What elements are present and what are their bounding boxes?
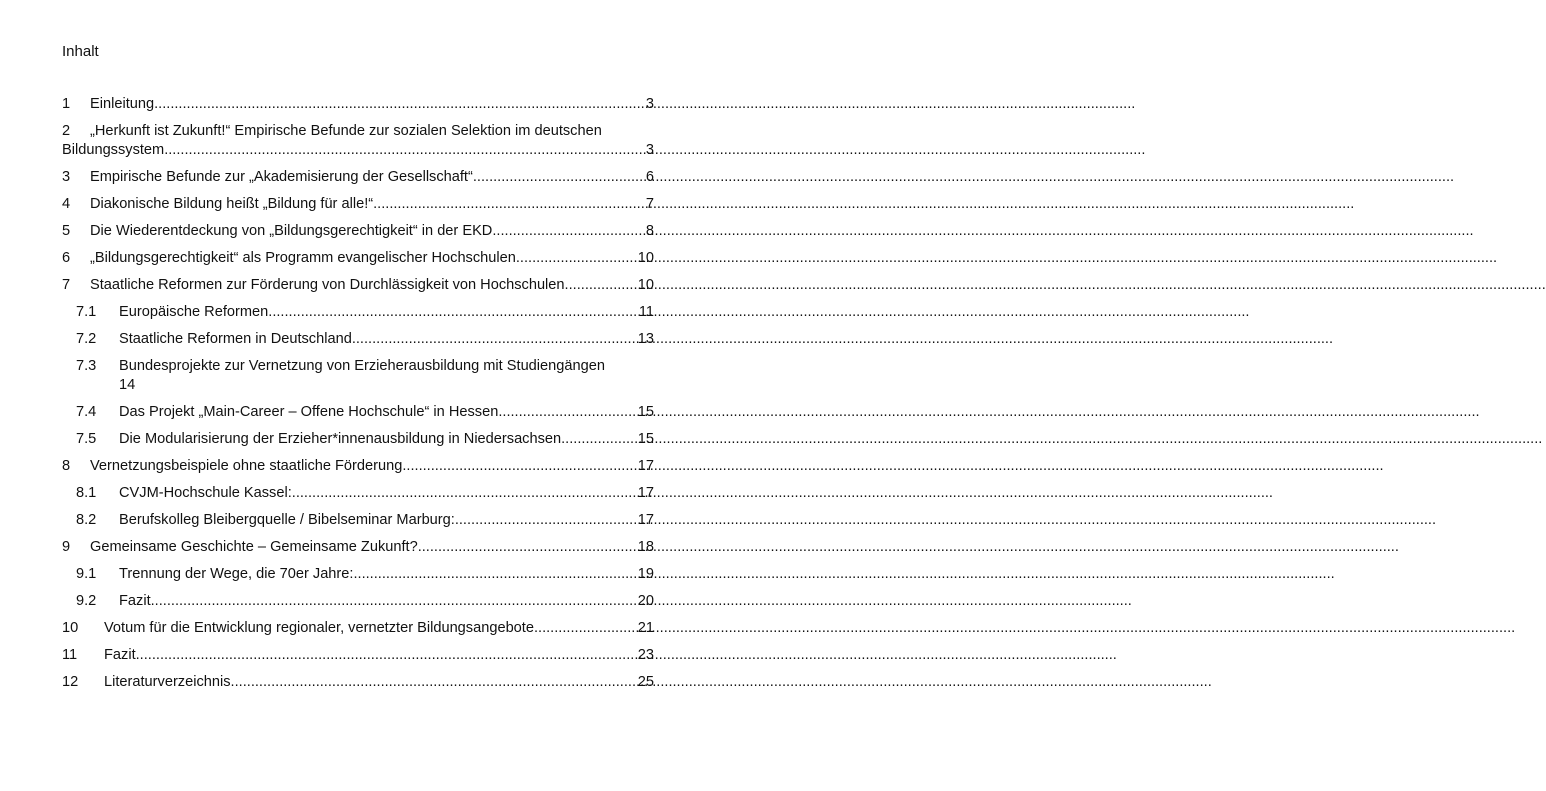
toc-entry-title: Das Projekt „Main-Career – Offene Hochschule“ in Hessen: [119, 404, 499, 420]
toc-entry-number: 7.4: [76, 404, 97, 420]
dot-leader: [268, 303, 637, 322]
toc-entry-number: 11: [62, 647, 78, 663]
dot-leader: [373, 195, 644, 214]
toc-entry-1[interactable]: [62, 95, 654, 114]
toc-entry-title: Trennung der Wege, die 70er Jahre:: [119, 566, 354, 582]
toc-entry-title: CVJM-Hochschule Kassel:: [119, 485, 292, 501]
dot-leader: [516, 249, 636, 268]
toc-entry-page: 8: [645, 223, 654, 239]
dot-leader: [352, 330, 636, 349]
toc-entry-2[interactable]: [62, 122, 654, 160]
toc-entry-number: 8.1: [76, 485, 97, 501]
toc-entry-12[interactable]: [62, 673, 654, 692]
toc-entry-title-line1: „Herkunft ist Zukunft!“ Empirische Befunde zur sozialen Selektion im deutschen: [90, 123, 602, 139]
toc-entry-page: 17: [637, 512, 654, 528]
toc-entry-page: 15: [637, 431, 654, 447]
toc-entry-page: 10: [637, 277, 654, 293]
toc-entry-page: 10: [637, 250, 654, 266]
toc-entry-title: Literaturverzeichnis: [104, 674, 231, 690]
toc-entry-title: Empirische Befunde zur „Akademisierung der Gesellschaft“: [90, 169, 473, 185]
toc-entry-title: Diakonische Bildung heißt „Bildung für alle!“: [90, 196, 374, 212]
toc-entry-page: 25: [637, 674, 654, 690]
toc-entry-title: Die Modularisierung der Erzieher*innenausbildung in Niedersachsen: [119, 431, 562, 447]
toc-entry-page: 20: [637, 593, 654, 609]
toc-entry-number: 7.3: [76, 358, 97, 374]
dot-leader: [154, 95, 644, 114]
toc-entry-title: Einleitung: [90, 96, 155, 112]
toc-entry-title: Berufskolleg Bleibergquelle / Bibelseminar Marburg:: [119, 512, 455, 528]
toc-heading: Inhalt: [62, 43, 99, 60]
toc-entry-title: Staatliche Reformen in Deutschland: [119, 331, 352, 347]
toc-entry-number: 12: [62, 674, 79, 690]
dot-leader: [292, 484, 636, 503]
toc-entry-page: 23: [637, 647, 654, 663]
toc-entry-number: 5: [62, 223, 71, 239]
dot-leader: [498, 403, 635, 422]
toc-entry-5[interactable]: [62, 222, 654, 241]
toc-entry-number: 7.2: [76, 331, 97, 347]
toc-entry-page: 6: [645, 169, 654, 185]
toc-entry-6[interactable]: [62, 249, 654, 268]
toc-entry-title: Gemeinsame Geschichte – Gemeinsame Zukunft?: [90, 539, 418, 555]
dot-leader: [561, 430, 636, 449]
toc-entry-number: 2: [62, 123, 71, 139]
toc-entry-title: „Bildungsgerechtigkeit“ als Programm evangelischer Hochschulen: [90, 250, 516, 266]
toc-entry-title: Vernetzungsbeispiele ohne staatliche Förderung: [90, 458, 403, 474]
toc-entry-page: 17: [637, 485, 654, 501]
toc-entry-page: 18: [637, 539, 654, 555]
toc-entry-title-line2: Bildungssystem: [62, 142, 165, 158]
toc-entry-page: 21: [637, 620, 654, 636]
dot-leader: [492, 222, 644, 241]
toc-entry-page: 17: [637, 458, 654, 474]
toc-entry-number: 9.1: [76, 566, 97, 582]
toc-entry-7-2[interactable]: [76, 330, 654, 349]
toc-entry-title: Staatliche Reformen zur Förderung von Durchlässigkeit von Hochschulen: [90, 277, 565, 293]
toc-entry-title-line2: 14: [119, 377, 136, 393]
toc-entry-8-1[interactable]: [76, 484, 654, 503]
toc-entry-title: Die Wiederentdeckung von „Bildungsgerechtigkeit“ in der EKD: [90, 223, 493, 239]
dot-leader: [231, 673, 636, 692]
dot-leader: [418, 538, 636, 557]
toc-entry-7-5[interactable]: [76, 430, 654, 449]
toc-entry-number: 10: [62, 620, 79, 636]
dot-leader: [402, 457, 635, 476]
dot-leader: [455, 511, 636, 530]
dot-leader: [136, 646, 636, 665]
toc-entry-7-1[interactable]: [76, 303, 654, 322]
toc-entry-title: Europäische Reformen: [119, 304, 269, 320]
dot-leader: [164, 141, 644, 160]
toc-entry-number: 7: [62, 277, 71, 293]
dot-leader: [151, 592, 636, 611]
toc-entry-page: 19: [637, 566, 654, 582]
toc-entry-page: 15: [637, 404, 654, 420]
toc-entry-number: 9: [62, 539, 71, 555]
toc-entry-number: 4: [62, 196, 71, 212]
toc-entry-page: 11: [638, 304, 654, 320]
table-of-contents: [0, 95, 723, 700]
dot-leader: [565, 276, 636, 295]
toc-entry-7[interactable]: [62, 276, 654, 295]
toc-entry-8-2[interactable]: [76, 511, 654, 530]
toc-entry-9[interactable]: [62, 538, 654, 557]
toc-entry-7-4[interactable]: [76, 403, 654, 422]
toc-entry-number: 9.2: [76, 593, 97, 609]
toc-entry-number: 8: [62, 458, 71, 474]
toc-entry-11[interactable]: [62, 646, 654, 665]
toc-entry-number: 7.1: [76, 304, 97, 320]
toc-entry-number: 8.2: [76, 512, 97, 528]
toc-entry-8[interactable]: [62, 457, 654, 476]
toc-entry-number: 6: [62, 250, 71, 266]
toc-entry-10[interactable]: [62, 619, 654, 638]
toc-entry-page: 3: [645, 142, 654, 158]
toc-entry-9-2[interactable]: [76, 592, 654, 611]
toc-entry-title: Fazit: [119, 593, 151, 609]
toc-entry-page: 13: [637, 331, 654, 347]
toc-entry-9-1[interactable]: [76, 565, 654, 584]
dot-leader: [534, 619, 636, 638]
dot-leader: [473, 168, 644, 187]
toc-entry-3[interactable]: [62, 168, 654, 187]
toc-entry-title-line1: Bundesprojekte zur Vernetzung von Erzieherausbildung mit Studiengängen: [119, 358, 605, 374]
document-page: [0, 0, 723, 791]
toc-entry-4[interactable]: [62, 195, 654, 214]
toc-entry-title: Fazit: [104, 647, 136, 663]
toc-entry-7-3[interactable]: [76, 357, 654, 395]
toc-entry-page: 3: [645, 96, 654, 112]
toc-entry-number: 3: [62, 169, 71, 185]
toc-entry-title: Votum für die Entwicklung regionaler, vernetzter Bildungsangebote: [104, 620, 534, 636]
toc-entry-number: 7.5: [76, 431, 97, 447]
toc-entry-number: 1: [62, 96, 71, 112]
dot-leader: [353, 565, 635, 584]
toc-entry-page: 7: [645, 196, 654, 212]
